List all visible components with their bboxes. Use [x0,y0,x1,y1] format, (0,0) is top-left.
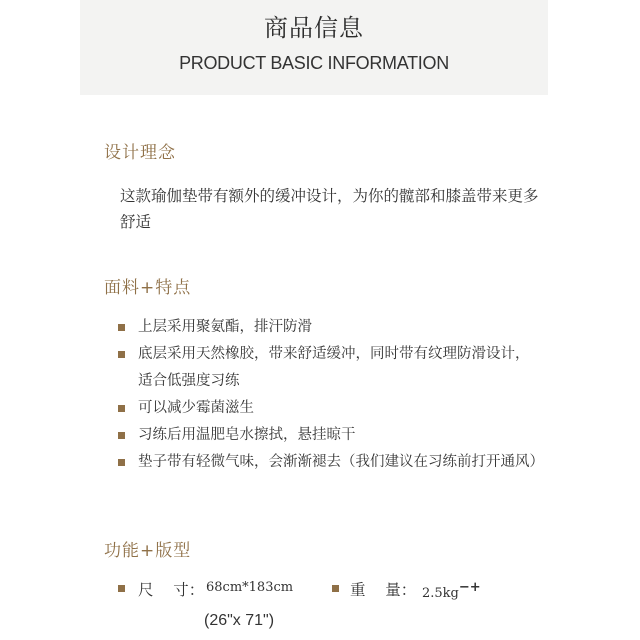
size-label: 尺 寸： [138,581,205,599]
section-title-design: 设计理念 [104,143,176,163]
feature-item [118,341,538,395]
size-imperial: (26"x 71") [204,612,275,629]
bullet-square-icon [118,351,125,358]
feature-text: 垫子带有轻微气味，会渐渐褪去（我们建议在习练前打开通风） [138,454,544,470]
section-title-function: 功能+版型 [104,541,192,561]
feature-item [118,314,538,341]
feature-item [118,395,538,422]
section-title-fabric: 面料+特点 [104,278,192,298]
bullet-square-icon [118,405,125,412]
bullet-square-icon [332,585,339,592]
fabric-feature-list [118,314,544,476]
header-subtitle: PRODUCT BASIC INFORMATION [179,53,449,73]
feature-text: 可以减少霉菌滋生 [138,400,254,416]
weight-label: 重 量： [350,581,417,599]
bullet-square-icon [118,459,125,466]
design-description: 这款瑜伽垫带有额外的缓冲设计，为你的髋部和膝盖带来更多舒适 [120,187,539,231]
header-banner [80,0,548,95]
weight-value-wrap [422,580,481,601]
header-title: 商品信息 [264,14,364,42]
size-value: 68cm*183cm [206,580,294,595]
bullet-square-icon [118,432,125,439]
weight-mark: −+ [458,580,481,595]
feature-text: 习练后用温肥皂水擦拭，悬挂晾干 [138,427,356,443]
feature-text: 底层采用天然橡胶，带来舒适缓冲，同时带有纹理防滑设计，适合低强度习练 [138,346,530,389]
bullet-square-icon [118,585,125,592]
bullet-square-icon [118,324,125,331]
weight-value: 2.5kg [422,586,459,601]
feature-item [118,422,538,449]
feature-text: 上层采用聚氨酯，排汗防滑 [138,319,312,335]
feature-item [118,449,544,476]
